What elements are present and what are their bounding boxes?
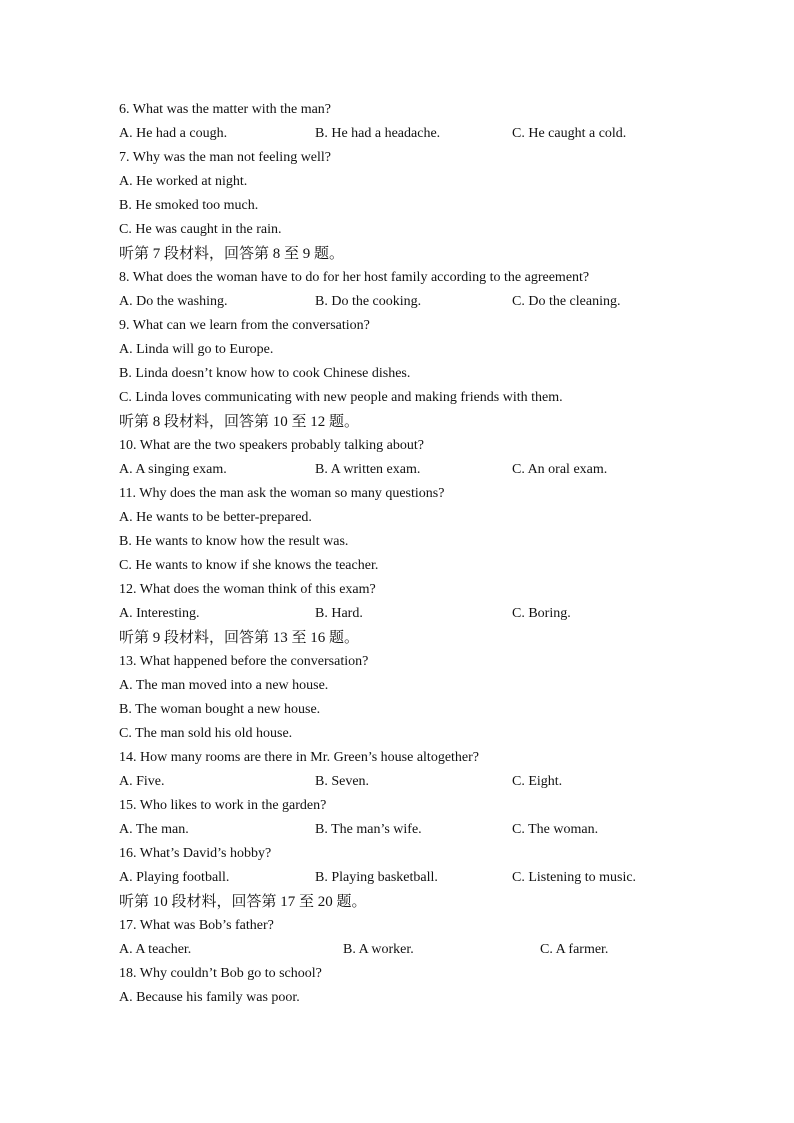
answer-option: C. He wants to know if she knows the teacher. [119,558,379,573]
question-text: 8. What does the woman have to do for her host family according to the agreement? [119,270,590,285]
question-text: 12. What does the woman think of this exam? [119,582,376,597]
options-row [119,290,679,314]
question-text: 14. How many rooms are there in Mr. Green’s house altogether? [119,750,480,765]
answer-option: B. Hard. [315,606,363,621]
options-row [119,938,679,962]
answer-option: C. The man sold his old house. [119,726,293,741]
answer-option: A. Playing football. [119,870,230,885]
answer-option: B. He smoked too much. [119,198,259,213]
answer-option: C. He caught a cold. [512,126,627,141]
question-text: 10. What are the two speakers probably talking about? [119,438,424,453]
question-text: 16. What’s David’s hobby? [119,846,272,861]
answer-option: B. Linda doesn’t know how to cook Chinese dishes. [119,366,411,381]
question-text: 18. Why couldn’t Bob go to school? [119,966,322,981]
answer-option: C. Listening to music. [512,870,637,885]
question-text: 9. What can we learn from the conversation? [119,318,370,333]
answer-option: C. Boring. [512,606,571,621]
answer-option: A. He wants to be better-prepared. [119,510,312,525]
section-heading: 听第 8 段材料，回答第 10 至 12 题。 [119,414,360,430]
answer-option: A. He worked at night. [119,174,248,189]
section-heading: 听第 9 段材料，回答第 13 至 16 题。 [119,630,360,646]
question-text: 6. What was the matter with the man? [119,102,332,117]
options-row [119,818,679,842]
answer-option: A. Interesting. [119,606,200,621]
answer-option: B. Do the cooking. [315,294,422,309]
answer-option: C. Do the cleaning. [512,294,621,309]
answer-option: C. Linda loves communicating with new people and making friends with them. [119,390,563,405]
question-text: 11. Why does the man ask the woman so many questions? [119,486,445,501]
question-text: 15. Who likes to work in the garden? [119,798,327,813]
answer-option: B. A written exam. [315,462,421,477]
answer-option: A. Because his family was poor. [119,990,300,1005]
answer-option: C. He was caught in the rain. [119,222,282,237]
answer-option: B. The woman bought a new house. [119,702,321,717]
answer-option: C. An oral exam. [512,462,608,477]
options-row [119,458,679,482]
question-text: 13. What happened before the conversation? [119,654,369,669]
options-row [119,866,679,890]
answer-option: A. The man moved into a new house. [119,678,329,693]
question-text: 7. Why was the man not feeling well? [119,150,332,165]
answer-option: A. He had a cough. [119,126,228,141]
answer-option: C. A farmer. [540,942,609,957]
answer-option: A. A singing exam. [119,462,227,477]
answer-option: A. Do the washing. [119,294,228,309]
answer-option: A. Five. [119,774,165,789]
answer-option: A. The man. [119,822,189,837]
answer-option: B. Seven. [315,774,370,789]
section-heading: 听第 7 段材料，回答第 8 至 9 题。 [119,246,345,262]
answer-option: B. He had a headache. [315,126,441,141]
answer-option: B. Playing basketball. [315,870,438,885]
answer-option: A. A teacher. [119,942,192,957]
question-text: 17. What was Bob’s father? [119,918,274,933]
answer-option: C. The woman. [512,822,599,837]
answer-option: B. A worker. [343,942,414,957]
section-heading: 听第 10 段材料，回答第 17 至 20 题。 [119,894,367,910]
options-row [119,602,679,626]
options-row [119,122,679,146]
answer-option: B. He wants to know how the result was. [119,534,349,549]
answer-option: B. The man’s wife. [315,822,422,837]
options-row [119,770,679,794]
answer-option: A. Linda will go to Europe. [119,342,274,357]
answer-option: C. Eight. [512,774,563,789]
